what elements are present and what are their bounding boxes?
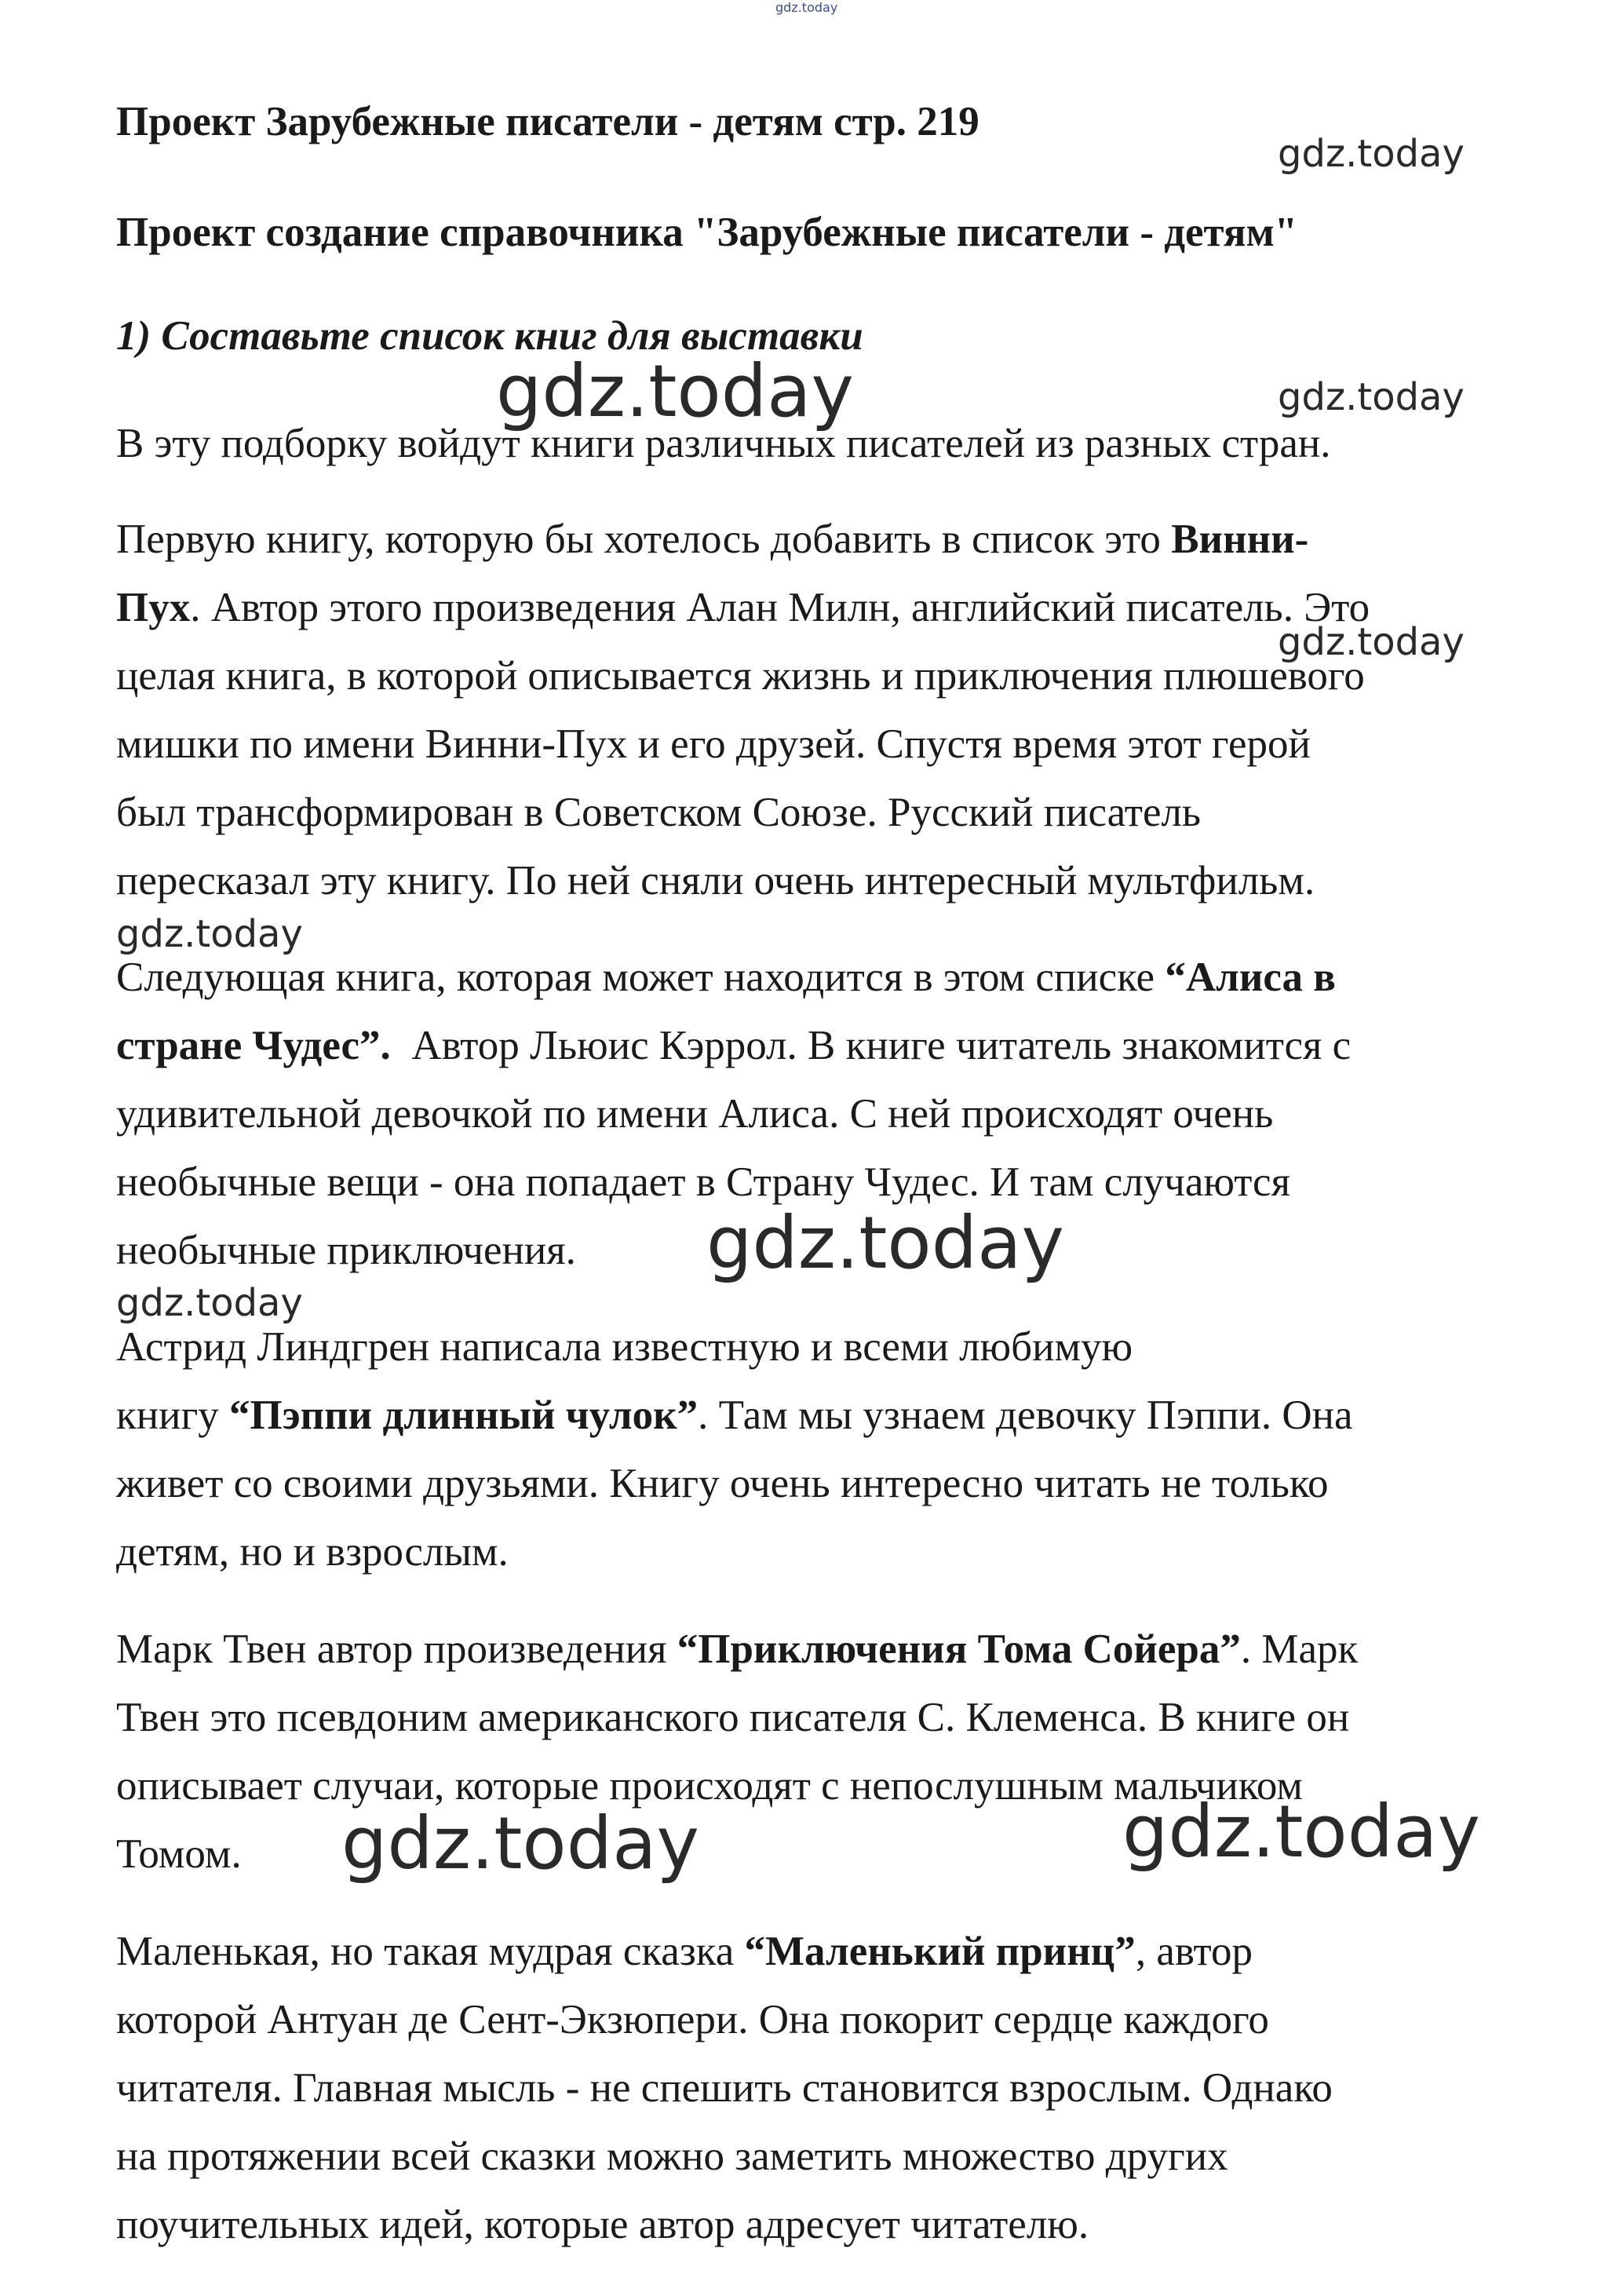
book-title: “Алиса в [1165,955,1336,1000]
paragraph-line [116,506,1521,574]
paragraph-line: целая книга, в которой описывается жизнь и приключения плюшевого [116,653,1365,699]
paragraph-line [116,1012,1521,1080]
watermark-small: gdz.today [1278,132,1465,176]
page-title: Проект Зарубежные писатели - детям стр. 219 [116,99,979,144]
text-span: Марк Твен автор произведения [116,1626,677,1672]
book-title: “Маленький принц” [744,1929,1136,1974]
watermark-small: gdz.today [116,1281,303,1325]
paragraph-line: читателя. Главная мысль - не спешить становится взрослым. Однако [116,2065,1333,2111]
paragraph-line [116,574,1521,642]
watermark-small: gdz.today [1278,620,1465,664]
text-span: Маленькая, но такая мудрая сказка [116,1929,745,1974]
paragraph-line: мишки по имени Винни-Пух и его друзей. Спустя время этот герой [116,721,1311,767]
paragraph-line [116,1382,1521,1450]
paragraph-line: удивительной девочкой по имени Алиса. С ней происходят очень [116,1091,1274,1137]
book-title: Пух [116,585,191,630]
task-heading: 1) Составьте список книг для выставки [116,313,863,359]
watermark-small: gdz.today [116,912,303,956]
watermark-large: gdz.today [496,349,854,433]
text-span: книгу [116,1393,229,1438]
text-span: , автор [1135,1929,1253,1974]
text-span: . Марк [1240,1626,1359,1672]
paragraph-line: которой Антуан де Сент-Экзюпери. Она покорит сердце каждого [116,1997,1269,2042]
paragraph-line: пересказал эту книгу. По ней сняли очень интересный мультфильм. [116,858,1315,903]
paragraph-line: поучительных идей, которые автор адресует читателю. [116,2202,1089,2247]
book-title: “Приключения Тома Сойера” [677,1626,1241,1672]
paragraph-line: Томом. [116,1831,242,1877]
paragraph-line: на протяжении всей сказки можно заметить множество других [116,2134,1228,2179]
paragraph-line: В эту подборку войдут книги различных писателей из разных стран. [116,421,1331,466]
paragraph-line: Астрид Линдгрен написала известную и всеми любимую [116,1324,1133,1370]
watermark-large: gdz.today [1122,1790,1480,1874]
watermark-top-tiny: gdz.today [775,0,838,15]
paragraph-line: Твен это псевдоним американского писателя С. Клеменса. В книге он [116,1695,1350,1740]
paragraph-line: необычные вещи - она попадает в Страну Чудес. И там случаются [116,1159,1290,1205]
watermark-large: gdz.today [706,1201,1064,1285]
paragraph-line: был трансформирован в Советском Союзе. Русский писатель [116,790,1202,835]
paragraph-line [116,944,1521,1012]
book-title: Винни- [1171,517,1309,562]
paragraph-line [116,1918,1521,1986]
paragraph-line [116,1615,1521,1684]
book-title: стране Чудес”. [116,1023,391,1068]
project-title: Проект создание справочника "Зарубежные писатели - детям" [116,210,1298,255]
watermark-large: gdz.today [341,1801,699,1885]
text-span: Автор Льюис Кэррол. В книге читатель знакомится с [390,1023,1352,1068]
paragraph-line: необычные приключения. [116,1228,576,1273]
paragraph-line: живет со своими друзьями. Книгу очень интересно читать не только [116,1461,1329,1506]
text-span: Следующая книга, которая может находится в этом списке [116,955,1165,1000]
paragraph-line: описывает случаи, которые происходят с непослушным мальчиком [116,1763,1303,1809]
text-span: . Там мы узнаем девочку Пэппи. Она [698,1393,1353,1438]
paragraph-line: детям, но и взрослым. [116,1529,509,1575]
book-title: “Пэппи длинный чулок” [228,1393,699,1438]
text-span: Первую книгу, которую бы хотелось добавить в список это [116,517,1172,562]
text-span: . Автор этого произведения Алан Милн, английский писатель. Это [190,585,1370,630]
watermark-small: gdz.today [1278,375,1465,419]
